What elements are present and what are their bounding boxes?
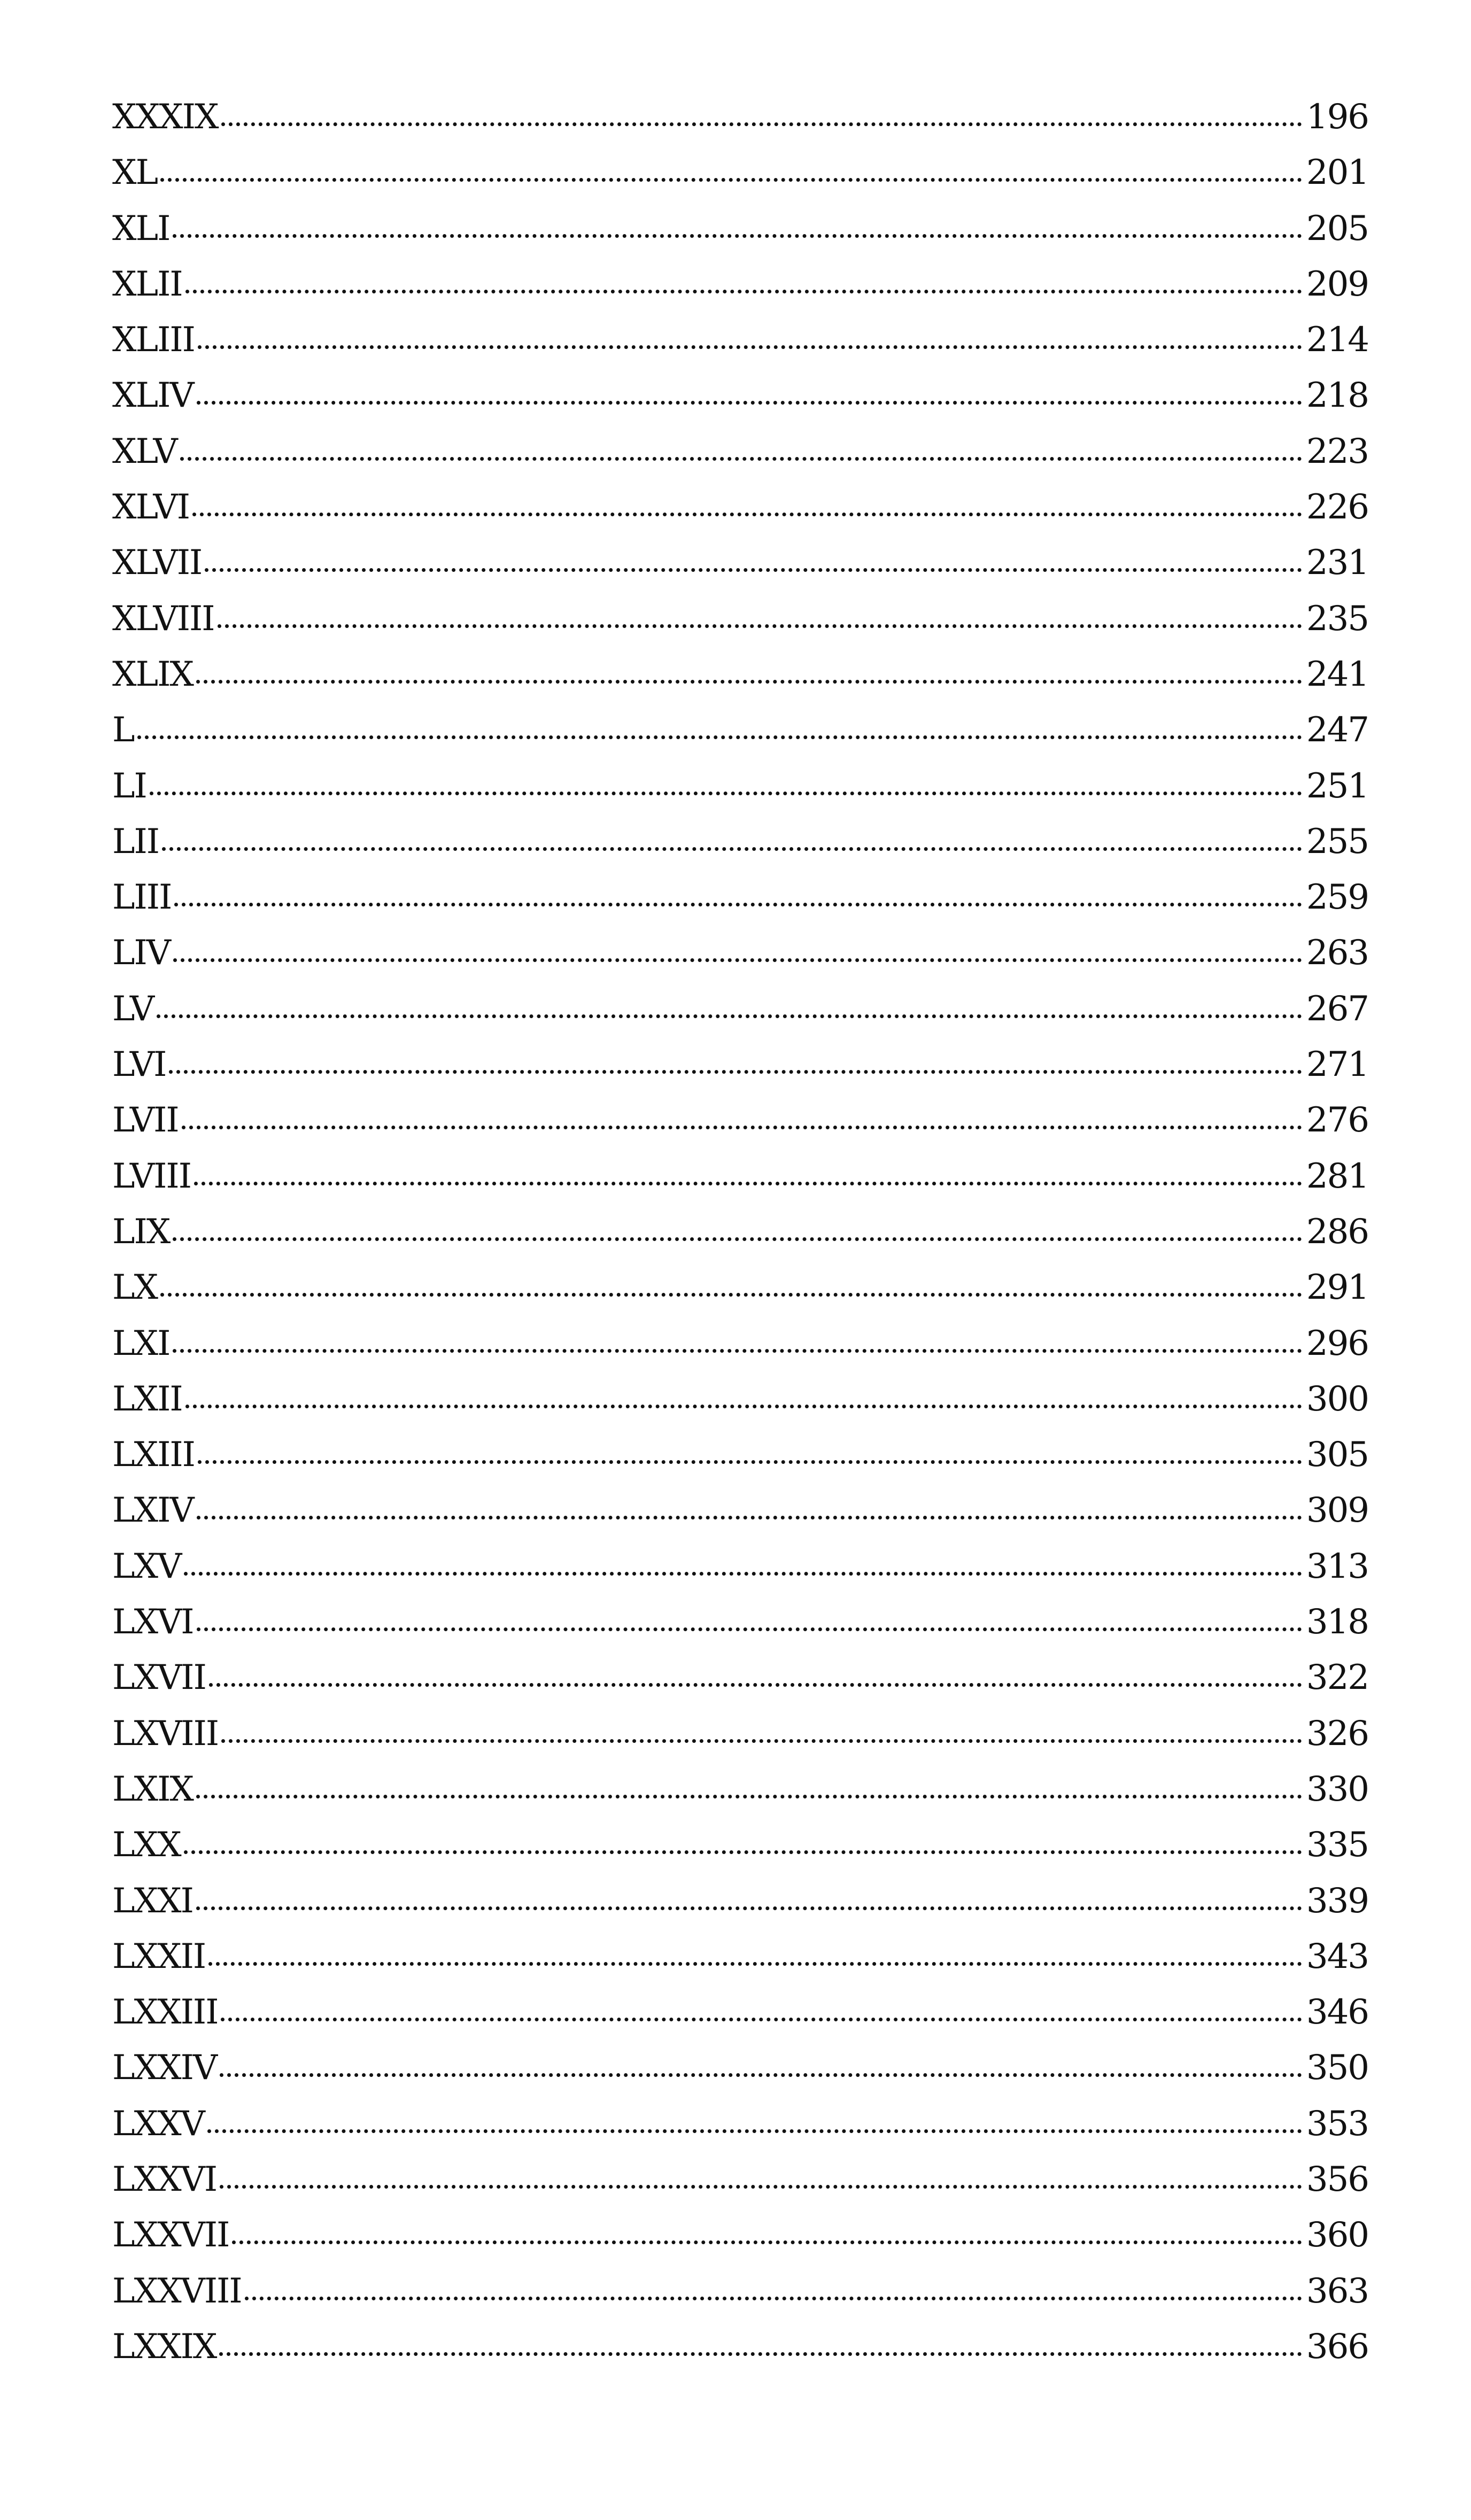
toc-entry [112, 1825, 1368, 1881]
toc-entry [112, 2215, 1368, 2271]
toc-chapter-label: LXX [112, 1825, 181, 1865]
toc-dot-leader [180, 457, 1302, 461]
toc-page-number: 255 [1306, 821, 1368, 862]
toc-dot-leader [192, 513, 1302, 516]
toc-chapter-label: LXVIII [112, 1713, 219, 1754]
toc-dot-leader [157, 1014, 1302, 1018]
toc-entry [112, 822, 1368, 878]
toc-page-number: 201 [1306, 153, 1368, 193]
toc-page-number: 267 [1306, 989, 1368, 1029]
toc-page-number: 223 [1306, 431, 1368, 471]
toc-page-number: 296 [1306, 1323, 1368, 1363]
toc-entry [112, 766, 1368, 822]
toc-dot-leader [196, 1795, 1302, 1798]
toc-chapter-label: XLIV [112, 376, 193, 416]
toc-page-number: 291 [1306, 1268, 1368, 1308]
toc-entry [112, 1324, 1368, 1379]
toc-dot-leader [173, 1237, 1302, 1241]
toc-entry [112, 1881, 1368, 1937]
toc-entry [112, 265, 1368, 320]
toc-entry [112, 432, 1368, 487]
toc-page-number: 218 [1306, 376, 1368, 416]
toc-entry [112, 376, 1368, 431]
toc-entry [112, 655, 1368, 710]
toc-page-number: 350 [1306, 2048, 1368, 2088]
toc-chapter-label: XL [112, 153, 158, 193]
table-of-contents [112, 97, 1368, 2383]
toc-dot-leader [197, 1627, 1302, 1631]
toc-dot-leader [150, 792, 1302, 795]
toc-chapter-label: XLIX [112, 654, 193, 694]
toc-chapter-label: LI [112, 766, 146, 806]
toc-entry [112, 710, 1368, 766]
toc-entry [112, 153, 1368, 208]
toc-page-number: 366 [1306, 2327, 1368, 2367]
toc-page-number: 205 [1306, 208, 1368, 249]
toc-chapter-label: LII [112, 821, 159, 862]
toc-chapter-label: LXXI [112, 1881, 193, 1921]
toc-page-number: 356 [1306, 2159, 1368, 2199]
toc-chapter-label: LXXIII [112, 1992, 218, 2033]
toc-dot-leader [220, 2185, 1302, 2189]
toc-chapter-label: LXXVIII [112, 2271, 242, 2311]
toc-chapter-label: XXXIX [112, 97, 218, 137]
toc-chapter-label: LXI [112, 1323, 170, 1363]
toc-page-number: 259 [1306, 878, 1368, 918]
toc-chapter-label: LIV [112, 933, 170, 973]
toc-chapter-label: LIII [112, 878, 172, 918]
toc-page-number: 326 [1306, 1713, 1368, 1754]
toc-chapter-label: LXVI [112, 1602, 193, 1642]
toc-entry [112, 1602, 1368, 1658]
toc-entry [112, 1268, 1368, 1323]
toc-entry [112, 209, 1368, 265]
toc-chapter-label: LIX [112, 1212, 170, 1252]
toc-entry [112, 97, 1368, 153]
toc-page-number: 276 [1306, 1100, 1368, 1141]
toc-page-number: 322 [1306, 1658, 1368, 1698]
toc-dot-leader [197, 1516, 1302, 1519]
toc-entry [112, 1045, 1368, 1100]
toc-dot-leader [137, 735, 1302, 739]
toc-dot-leader [197, 401, 1302, 405]
toc-dot-leader [196, 680, 1302, 684]
toc-chapter-label: LXIII [112, 1435, 195, 1475]
toc-chapter-label: LXXII [112, 1936, 206, 1976]
toc-page-number: 209 [1306, 264, 1368, 304]
toc-entry [112, 1770, 1368, 1825]
toc-dot-leader [184, 1572, 1302, 1576]
toc-chapter-label: LXXIX [112, 2327, 216, 2367]
toc-dot-leader [160, 1293, 1302, 1297]
toc-page-number: 241 [1306, 654, 1368, 694]
toc-chapter-label: LXXVI [112, 2159, 217, 2199]
toc-entry [112, 1157, 1368, 1212]
toc-dot-leader [220, 2073, 1302, 2077]
toc-page-number: 363 [1306, 2271, 1368, 2311]
toc-page-number: 313 [1306, 1546, 1368, 1586]
toc-entry [112, 2327, 1368, 2383]
toc-page-number: 214 [1306, 320, 1368, 360]
toc-dot-leader [185, 290, 1302, 293]
toc-entry [112, 933, 1368, 989]
toc-dot-leader [185, 1405, 1302, 1408]
toc-dot-leader [208, 1962, 1302, 1966]
toc-chapter-label: LXIX [112, 1769, 193, 1809]
toc-dot-leader [160, 178, 1302, 182]
toc-entry [112, 1491, 1368, 1546]
toc-dot-leader [232, 2240, 1302, 2244]
toc-dot-leader [207, 2129, 1302, 2133]
toc-dot-leader [173, 1349, 1302, 1353]
toc-page-number: 196 [1306, 97, 1368, 137]
toc-entry [112, 989, 1368, 1045]
toc-page-number: 339 [1306, 1881, 1368, 1921]
toc-entry [112, 1100, 1368, 1156]
toc-entry [112, 2104, 1368, 2160]
toc-dot-leader [221, 1739, 1302, 1743]
toc-chapter-label: LXIV [112, 1491, 193, 1531]
toc-chapter-label: LVII [112, 1100, 179, 1141]
toc-entry [112, 1992, 1368, 2048]
toc-dot-leader [196, 1906, 1302, 1910]
toc-chapter-label: LXXV [112, 2104, 204, 2144]
toc-page-number: 251 [1306, 766, 1368, 806]
toc-dot-leader [219, 2352, 1302, 2356]
toc-page-number: 231 [1306, 543, 1368, 583]
toc-page-number: 247 [1306, 710, 1368, 750]
toc-page-number: 235 [1306, 599, 1368, 639]
toc-chapter-label: LVIII [112, 1156, 191, 1196]
toc-entry [112, 487, 1368, 543]
toc-page-number: 286 [1306, 1212, 1368, 1252]
toc-chapter-label: XLVII [112, 543, 202, 583]
toc-dot-leader [221, 2018, 1302, 2021]
toc-dot-leader [198, 345, 1302, 349]
toc-entry [112, 599, 1368, 655]
toc-dot-leader [209, 1683, 1302, 1687]
toc-chapter-label: XLV [112, 431, 177, 471]
toc-dot-leader [218, 624, 1302, 628]
toc-dot-leader [184, 1850, 1302, 1854]
toc-entry [112, 1547, 1368, 1602]
toc-page-number: 343 [1306, 1936, 1368, 1976]
toc-page-number: 309 [1306, 1491, 1368, 1531]
toc-dot-leader [173, 234, 1302, 238]
toc-entry [112, 1212, 1368, 1268]
toc-chapter-label: XLVI [112, 487, 189, 528]
toc-page-number: 353 [1306, 2104, 1368, 2144]
toc-entry [112, 1937, 1368, 1992]
toc-chapter-label: LX [112, 1268, 158, 1308]
toc-page-number: 263 [1306, 933, 1368, 973]
toc-page-number: 226 [1306, 487, 1368, 528]
toc-dot-leader [205, 568, 1302, 572]
toc-chapter-label: XLII [112, 264, 182, 304]
toc-chapter-label: L [112, 710, 134, 750]
toc-dot-leader [194, 1182, 1302, 1185]
toc-entry [112, 2160, 1368, 2215]
toc-chapter-label: XLIII [112, 320, 195, 360]
toc-entry [112, 320, 1368, 376]
toc-dot-leader [173, 958, 1302, 962]
toc-entry [112, 1379, 1368, 1435]
toc-entry [112, 2048, 1368, 2104]
toc-dot-leader [169, 1070, 1302, 1074]
toc-chapter-label: LXXIV [112, 2048, 217, 2088]
toc-entry [112, 1714, 1368, 1770]
toc-dot-leader [221, 122, 1302, 126]
toc-entry [112, 2271, 1368, 2327]
toc-dot-leader [198, 1460, 1302, 1464]
toc-page-number: 271 [1306, 1045, 1368, 1085]
toc-entry [112, 878, 1368, 933]
toc-chapter-label: LXVII [112, 1658, 206, 1698]
toc-dot-leader [245, 2297, 1302, 2300]
toc-page-number: 360 [1306, 2215, 1368, 2255]
toc-chapter-label: XLI [112, 208, 170, 249]
toc-page-number: 318 [1306, 1602, 1368, 1642]
toc-page-number: 346 [1306, 1992, 1368, 2033]
toc-chapter-label: LXXVII [112, 2215, 229, 2255]
toc-page-number: 281 [1306, 1156, 1368, 1196]
toc-dot-leader [182, 1126, 1302, 1129]
toc-chapter-label: LVI [112, 1045, 166, 1085]
toc-page-number: 300 [1306, 1379, 1368, 1419]
toc-entry [112, 1435, 1368, 1491]
toc-chapter-label: LXII [112, 1379, 182, 1419]
toc-page-number: 335 [1306, 1825, 1368, 1865]
toc-chapter-label: XLVIII [112, 599, 214, 639]
toc-page-number: 330 [1306, 1769, 1368, 1809]
toc-dot-leader [162, 847, 1302, 851]
toc-chapter-label: LV [112, 989, 154, 1029]
toc-chapter-label: LXV [112, 1546, 181, 1586]
toc-entry [112, 1658, 1368, 1713]
toc-page-number: 305 [1306, 1435, 1368, 1475]
toc-entry [112, 543, 1368, 599]
toc-dot-leader [174, 903, 1302, 906]
